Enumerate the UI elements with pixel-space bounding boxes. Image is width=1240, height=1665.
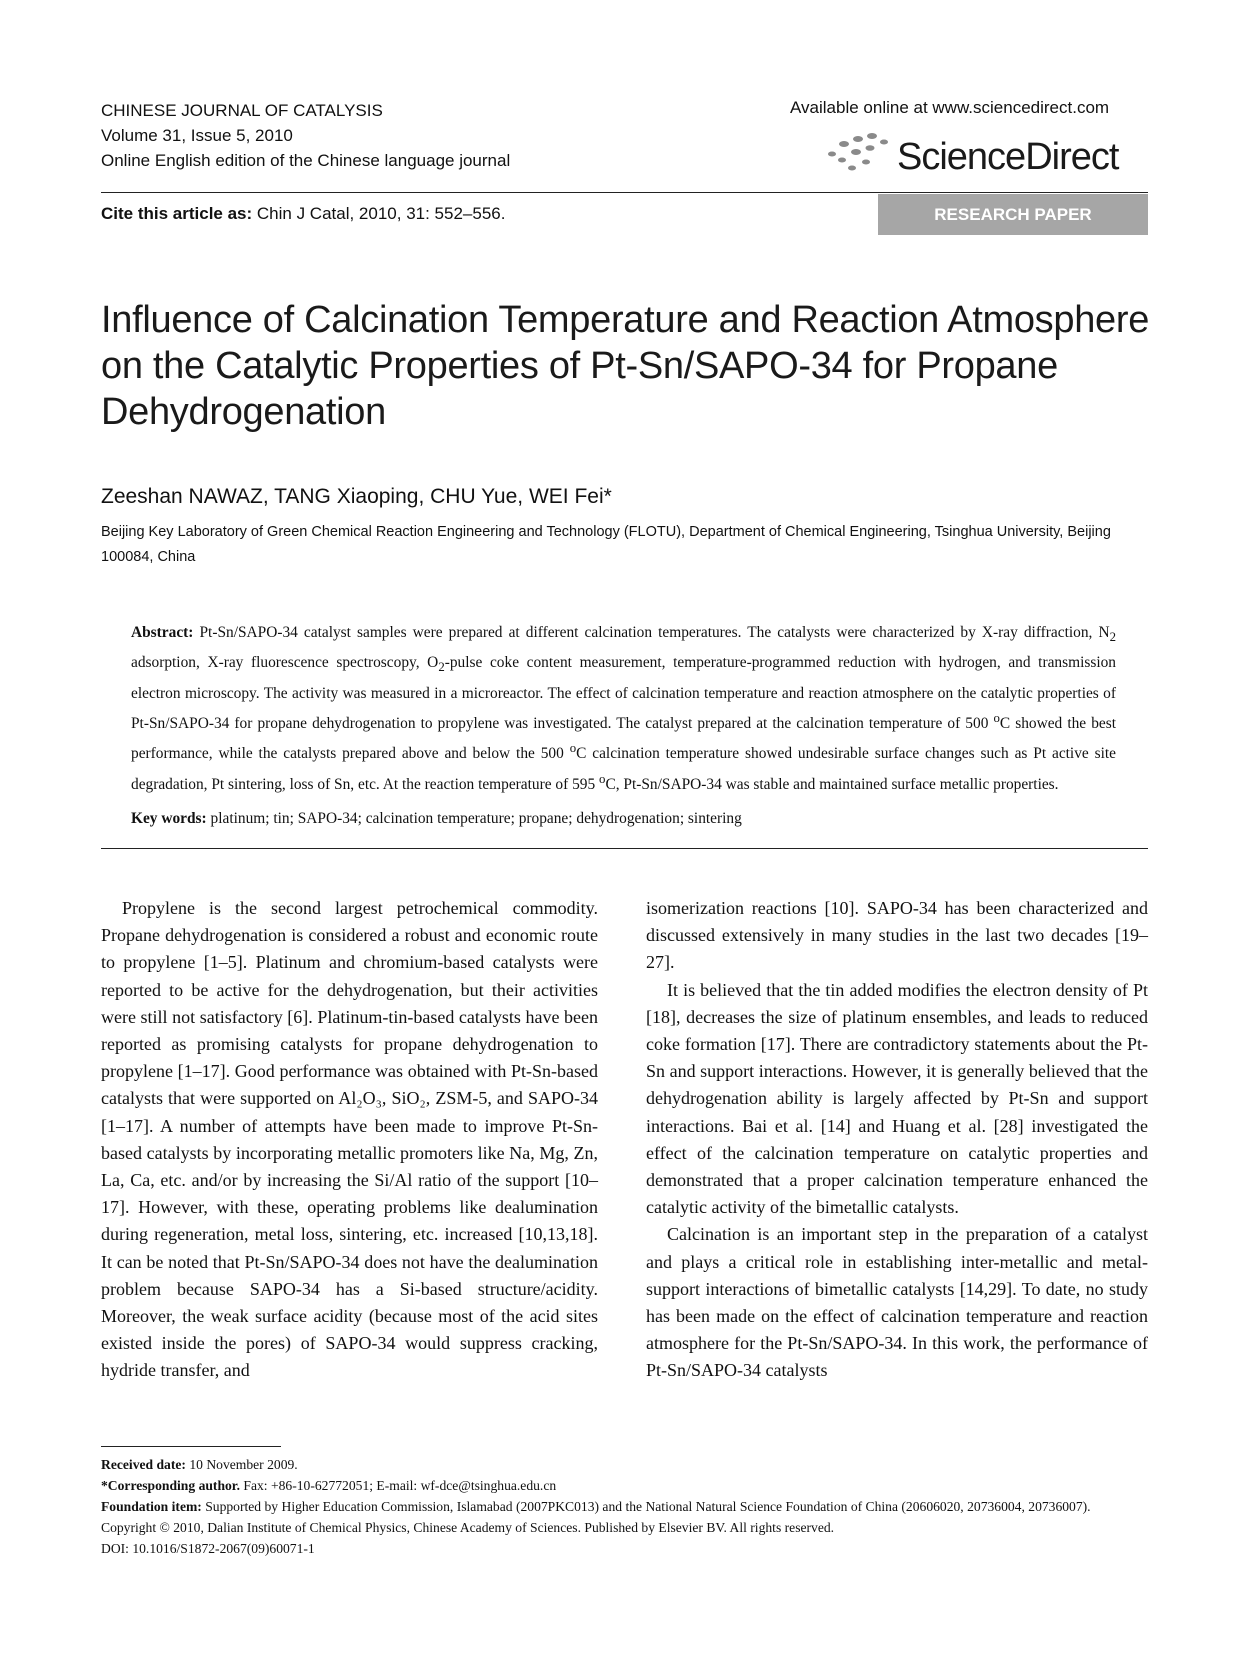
body-paragraph: It is believed that the tin added modifies the electron density of Pt [18], decreases the size of platinum ensembles, and leads to reduced coke formation [17]. There are contradictory statements about the Pt-Sn and support interactions. However, it is generally believed that the dehydrogenation ability is largely affected by Pt-Sn and support interactions. Bai et al. [14] and Huang et al. [28] investigated the effect of the calcination temperature on catalytic properties and demonstrated that a proper calcination temperature enhanced the catalytic activity of the bimetallic catalysts. bbox=[646, 979, 1148, 1218]
article-type-badge: RESEARCH PAPER bbox=[878, 194, 1148, 235]
sciencedirect-wordmark: ScienceDirect bbox=[897, 136, 1119, 178]
abstract-text: Pt-Sn/SAPO-34 catalyst samples were prepared at different calcination temperatures. The catalysts were characterized by X-ray diffraction, $N_2$ adsorption, X-ray fluorescence spectroscopy, $O_2$-pulse coke content measurement, temperature-programmed reduction with hydrogen, and transmission electron microscopy. The activity was measured in a microreactor. The effect of calcination temperature and reaction atmosphere on the catalytic properties of Pt-Sn/SAPO-34 for propane dehydrogenation to propylene was investigated. The catalyst prepared at the calcination temperature of 500 $^o$C showed the best performance, while the catalysts prepared above and below the 500 $^o$C calcination temperature showed undesirable surface changes such as Pt active site degradation, Pt sintering, loss of Sn, etc. At the reaction temperature of 595 $^o$C, Pt-Sn/SAPO-34 was stable and maintained surface metallic properties. bbox=[131, 624, 1116, 793]
foundation-item: Foundation item: Supported by Higher Education Commission, Islamabad (2007PKC013) and the National Natural Science Foundation of China (20606020, 20736004, 20736007). bbox=[101, 1499, 1091, 1514]
paper-title: Influence of Calcination Temperature and Reaction Atmosphere on the Catalytic Properties of Pt-Sn/SAPO-34 for Propane Dehydrogenation bbox=[101, 299, 1150, 433]
doi[interactable]: DOI: 10.1016/S1872-2067(09)60071-1 bbox=[101, 1541, 315, 1556]
corresponding-author: *Corresponding author. Fax: +86-10-62772051; E-mail: wf-dce@tsinghua.edu.cn bbox=[101, 1478, 557, 1493]
abstract bbox=[131, 620, 1116, 797]
body-column-right bbox=[646, 895, 1148, 1385]
journal-name: CHINESE JOURNAL OF CATALYSIS bbox=[101, 101, 383, 120]
journal-volume: Volume 31, Issue 5, 2010 bbox=[101, 126, 293, 145]
body-paragraph: isomerization reactions [10]. SAPO-34 has been characterized and discussed extensively in many studies in the last two decades [19–27]. bbox=[646, 898, 1148, 973]
abstract-label: Abstract: bbox=[131, 624, 194, 641]
footnote-divider bbox=[101, 1446, 281, 1447]
received-date: Received date: 10 November 2009. bbox=[101, 1457, 298, 1472]
keywords-label: Key words: bbox=[131, 810, 207, 827]
journal-info bbox=[101, 98, 510, 173]
footnotes bbox=[101, 1454, 1148, 1559]
keywords-text: platinum; tin; SAPO-34; calcination temperature; propane; dehydrogenation; sintering bbox=[206, 810, 742, 827]
affiliation: Beijing Key Laboratory of Green Chemical Reaction Engineering and Technology (FLOTU), Department of Chemical Engineering, Tsinghua University, Beijing 100084, China bbox=[101, 524, 1111, 565]
copyright: Copyright © 2010, Dalian Institute of Chemical Physics, Chinese Academy of Sciences. Published by Elsevier BV. All rights reserved. bbox=[101, 1520, 835, 1535]
keywords bbox=[131, 810, 1116, 828]
header-divider bbox=[101, 192, 1148, 193]
author-list: Zeeshan NAWAZ, TANG Xiaoping, CHU Yue, WEI Fei* bbox=[101, 485, 612, 508]
journal-edition: Online English edition of the Chinese language journal bbox=[101, 151, 511, 170]
body-column-left bbox=[101, 895, 598, 1385]
body-paragraph: Calcination is an important step in the preparation of a catalyst and plays a critical role in establishing inter-metallic and metal-support interactions of bimetallic catalysts [14,29]. To date, no study has been made on the effect of calcination temperature and reaction atmosphere for the Pt-Sn/SAPO-34. In this work, the performance of Pt-Sn/SAPO-34 catalysts bbox=[646, 1224, 1148, 1381]
available-online-link[interactable]: Available online at www.sciencedirect.com bbox=[790, 98, 1110, 117]
abstract-divider bbox=[101, 848, 1148, 849]
citation-text: Chin J Catal, 2010, 31: 552–556. bbox=[252, 204, 506, 223]
citation-label: Cite this article as: bbox=[101, 204, 253, 223]
body-paragraph: Propylene is the second largest petrochemical commodity. Propane dehydrogenation is considered a robust and economic route to propylene [1–5]. Platinum and chromium-based catalysts were reported to be active for the dehydrogenation, but their activities were still not satisfactory [6]. Platinum-tin-based catalysts have been reported as promising catalysts for propane dehydrogenation to propylene [1–17]. Good performance was obtained with Pt-Sn-based catalysts that were supported on Al₂O₃, SiO₂, ZSM-5, and SAPO-34 [1–17]. A number of attempts have been made to improve Pt-Sn-based catalysts by incorporating metallic promoters like Na, Mg, Zn, La, Ca, etc. and/or by increasing the Si/Al ratio of the support [10–17]. However, with these, operating problems like dealumination during regeneration, metal loss, sintering, etc. increased [10,13,18]. It can be noted that Pt-Sn/SAPO-34 does not have the dealumination problem because SAPO-34 has a Si-based structure/acidity. Moreover, the weak surface acidity (because most of the acid sites existed inside the pores) of SAPO-34 would suppress cracking, hydride transfer, and bbox=[101, 898, 598, 1381]
citation bbox=[101, 204, 505, 224]
